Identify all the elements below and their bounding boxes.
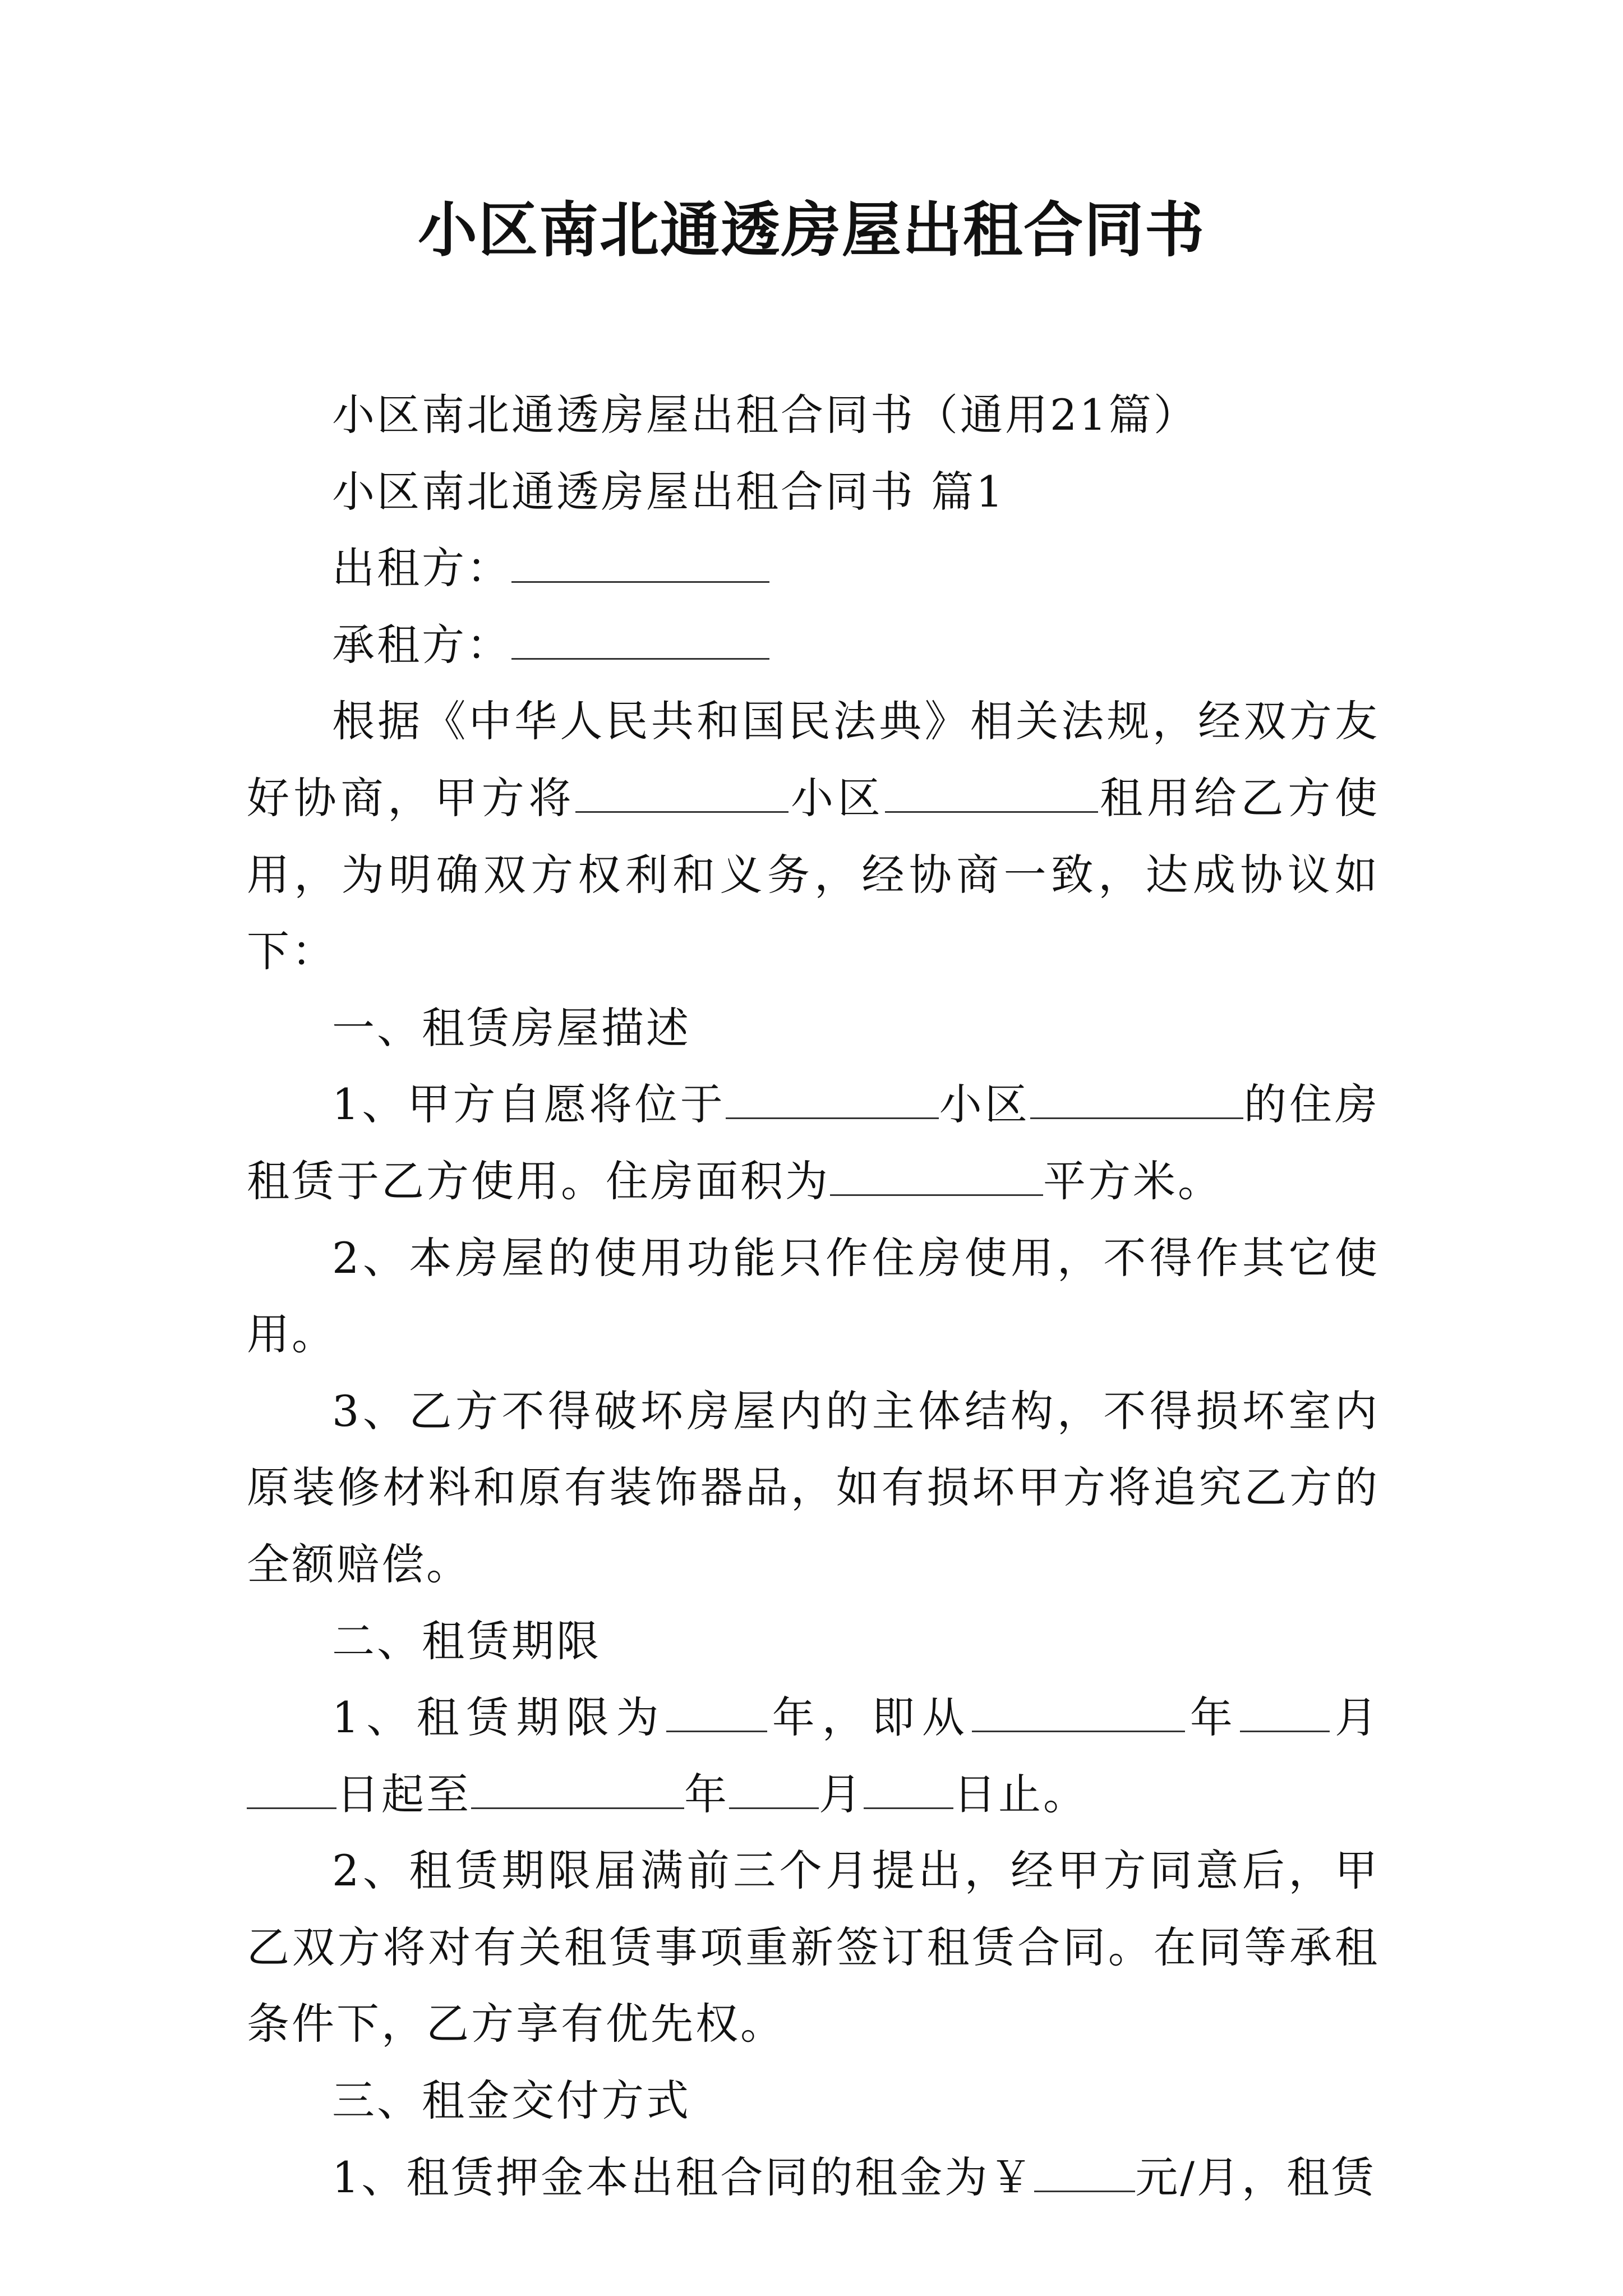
- text: 日起至: [336, 1769, 471, 1819]
- lessor-line: [247, 530, 1380, 607]
- text: 小区: [938, 1079, 1030, 1130]
- blank: [830, 1156, 1043, 1196]
- intro-text-3: 租用给乙方使用，为明确双方权利和义务，经协商一致，达成协议如下：: [247, 772, 1380, 977]
- text: 日止。: [953, 1769, 1088, 1819]
- text: 年: [1184, 1692, 1240, 1743]
- section1-item1: [247, 1066, 1380, 1220]
- blank: [726, 1079, 939, 1119]
- text: 1、租赁押金本出租合同的租金为￥: [332, 2152, 1035, 2202]
- intro-text-2: 小区: [789, 772, 885, 823]
- chapter-heading: 小区南北通透房屋出租合同书 篇1: [332, 466, 1006, 517]
- blank: [972, 1692, 1185, 1732]
- section2-heading: 二、租赁期限: [332, 1616, 601, 1666]
- lessor-label: 出租方：: [332, 543, 511, 593]
- text: 年，即从: [767, 1692, 972, 1743]
- text: 月: [819, 1769, 864, 1819]
- section1-item2: 2、本房屋的使用功能只作住房使用，不得作其它使用。: [247, 1232, 1380, 1360]
- blank: [247, 1769, 336, 1809]
- text: 的住房租赁于乙方使用。住房面积为: [247, 1079, 1380, 1206]
- text: 1、甲方自愿将位于: [332, 1079, 726, 1130]
- blank: [575, 773, 789, 813]
- blank: [1240, 1692, 1330, 1732]
- section3-item1: [247, 2139, 1380, 2216]
- lessee-blank: [511, 619, 769, 659]
- blank: [1030, 1079, 1243, 1119]
- lessee-label: 承租方：: [332, 619, 511, 670]
- document-title: 小区南北通透房屋出租合同书: [418, 195, 1205, 265]
- intro-text-1: 根据《中华人民共和国民法典》相关法规，经双方友好协商，甲方将: [247, 696, 1380, 823]
- section1-heading: 一、租赁房屋描述: [332, 1002, 691, 1053]
- document-body: [247, 377, 1380, 2216]
- lessee-line: [247, 607, 1380, 684]
- text: 1、租赁期限为: [332, 1692, 666, 1743]
- section2-item1: [247, 1680, 1380, 1833]
- lessor-blank: [511, 543, 769, 583]
- text: 年: [684, 1769, 729, 1819]
- document-subtitle: 小区南北通透房屋出租合同书（通用21篇）: [332, 390, 1198, 440]
- section1-item3: 3、乙方不得破坏房屋内的主体结构，不得损坏室内原装修材料和原有装饰器品，如有损坏甲方将追究乙方的全额赔偿。: [247, 1386, 1380, 1589]
- section2-item2: 2、租赁期限届满前三个月提出，经甲方同意后，甲乙双方将对有关租赁事项重新签订租赁合同。在同等承租条件下，乙方享有优先权。: [247, 1846, 1380, 2049]
- text: 月: [1329, 1692, 1380, 1743]
- blank: [471, 1769, 684, 1809]
- blank: [729, 1769, 819, 1809]
- blank: [864, 1769, 953, 1809]
- section3-heading: 三、租金交付方式: [332, 2076, 691, 2126]
- text: 平方米。: [1043, 1156, 1223, 1206]
- intro-paragraph: [247, 683, 1380, 990]
- blank: [1034, 2152, 1135, 2192]
- blank: [666, 1692, 767, 1732]
- blank: [885, 773, 1098, 813]
- text: 元/月，租赁: [1135, 2152, 1376, 2202]
